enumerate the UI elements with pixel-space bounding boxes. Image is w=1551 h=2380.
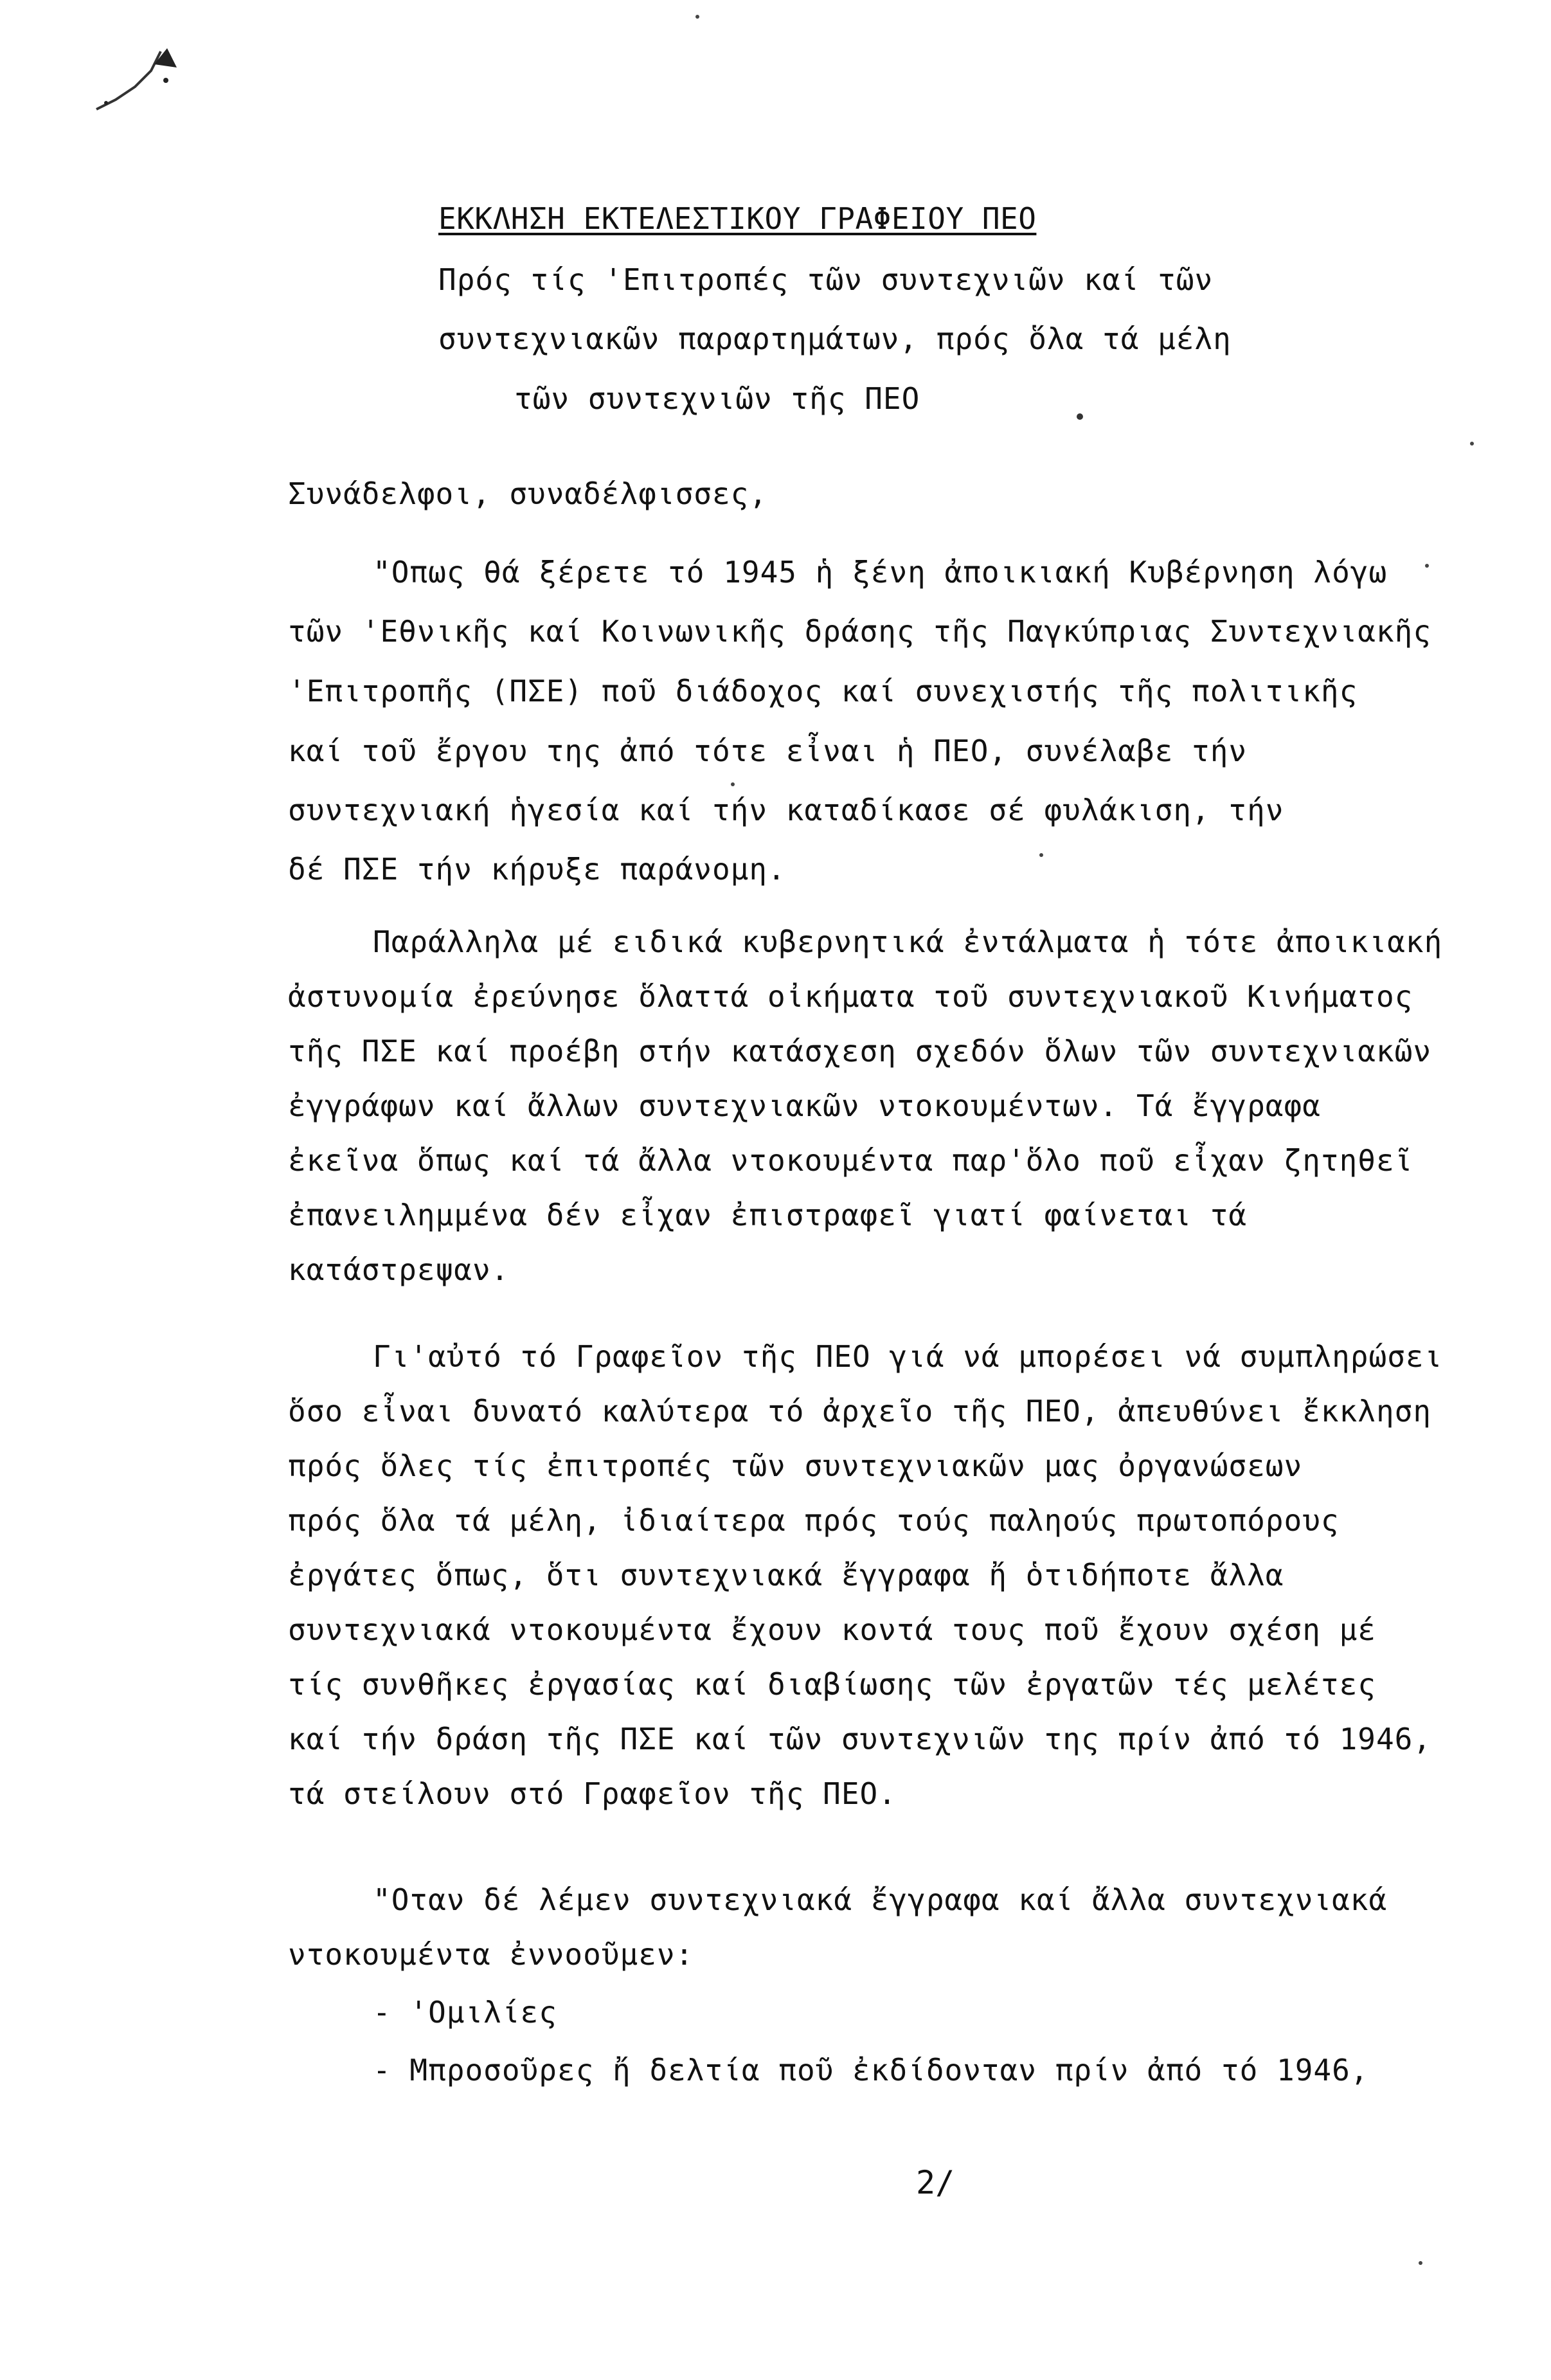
paragraph-1-line-6: δέ ΠΣΕ τήν κήρυξε παράνομη. — [288, 852, 786, 887]
paragraph-2-line-3: τῆς ΠΣΕ καί προέβη στήν κατάσχεση σχεδόν ὅλων τῶν συντεχνιακῶν — [288, 1034, 1432, 1068]
paragraph-4-line-2: ντοκουμέντα ἐννοοῦμεν: — [288, 1937, 694, 1972]
addressee-line-1: Πρός τίς 'Επιτροπές τῶν συντεχνιῶν καί τῶν — [438, 262, 1214, 297]
paragraph-3-line-4: πρός ὅλα τά μέλη, ἰδιαίτερα πρός τούς παληούς πρωτοπόρους — [288, 1503, 1340, 1538]
paragraph-2-line-6: ἐπανειλημμένα δέν εἶχαν ἐπιστραφεῖ γιατί φαίνεται τά — [288, 1198, 1248, 1232]
page-number: 2/ — [916, 2164, 955, 2201]
document-title: ΕΚΚΛΗΣΗ ΕΚΤΕΛΕΣΤΙΚΟΥ ΓΡΑΦΕΙΟΥ ΠΕΟ — [438, 201, 1037, 236]
paragraph-3-line-2: ὅσο εἶναι δυνατό καλύτερα τό ἀρχεῖο τῆς ΠΕΟ, ἀπευθύνει ἔκκληση — [288, 1394, 1432, 1429]
salutation: Συνάδελφοι, συναδέλφισσες, — [288, 476, 768, 511]
paragraph-2-line-4: ἐγγράφων καί ἄλλων συντεχνιακῶν ντοκουμέντων. Τά ἔγγραφα — [288, 1088, 1321, 1123]
paragraph-1-line-3: 'Επιτροπῆς (ΠΣΕ) ποῦ διάδοχος καί συνεχιστής τῆς πολιτικῆς — [288, 674, 1358, 708]
paragraph-3-line-1: Γι'αὐτό τό Γραφεῖον τῆς ΠΕΟ γιά νά μπορέσει νά συμπληρώσει — [373, 1339, 1443, 1374]
paragraph-2-line-1: Παράλληλα μέ ειδικά κυβερνητικά ἐντάλματα ἡ τότε ἀποικιακή — [373, 924, 1443, 959]
paragraph-3-line-7: τίς συνθῆκες ἐργασίας καί διαβίωσης τῶν ἐργατῶν τές μελέτες — [288, 1667, 1376, 1702]
paragraph-3-line-5: ἐργάτες ὅπως, ὅτι συντεχνιακά ἔγγραφα ἤ ὁτιδήποτε ἄλλα — [288, 1558, 1284, 1592]
paragraph-2-line-2: ἀστυνομία ἐρεύνησε ὅλαττά οἰκήματα τοῦ συντεχνιακοῦ Κινήματος — [288, 979, 1413, 1014]
paragraph-3-line-6: συντεχνιακά ντοκουμέντα ἔχουν κοντά τους ποῦ ἔχουν σχέση μέ — [288, 1612, 1376, 1647]
paragraph-4-line-1: "Οταν δέ λέμεν συντεχνιακά ἔγγραφα καί ἄλλα συντεχνιακά — [373, 1882, 1388, 1917]
paragraph-3-line-9: τά στείλουν στό Γραφεῖον τῆς ΠΕΟ. — [288, 1776, 897, 1811]
addressee-line-2: συντεχνιακῶν παραρτημάτων, πρός ὅλα τά μέλη — [438, 321, 1232, 356]
paragraph-3-line-8: καί τήν δράση τῆς ΠΣΕ καί τῶν συντεχνιῶν της πρίν ἀπό τό 1946, — [288, 1722, 1432, 1756]
addressee-line-3: τῶν συντεχνιῶν τῆς ΠΕΟ — [514, 381, 920, 416]
list-item: - Μπροσοῦρες ἤ δελτία ποῦ ἐκδίδονταν πρίν ἀπό τό 1946, — [373, 2053, 1369, 2087]
paragraph-1-line-1: "Οπως θά ξέρετε τό 1945 ἡ ξένη ἀποικιακή Κυβέρνηση λόγω — [373, 555, 1388, 590]
list-item: - 'Ομιλίες — [373, 1995, 557, 2030]
paragraph-1-line-4: καί τοῦ ἔργου της ἀπό τότε εἶναι ἡ ΠΕΟ, συνέλαβε τήν — [288, 734, 1248, 768]
paragraph-1-line-5: συντεχνιακή ἡγεσία καί τήν καταδίκασε σέ φυλάκιση, τήν — [288, 793, 1284, 827]
paragraph-3-line-3: πρός ὅλες τίς ἐπιτροπές τῶν συντεχνιακῶν μας ὀργανώσεων — [288, 1448, 1303, 1483]
paragraph-2-line-7: κατάστρεψαν. — [288, 1252, 510, 1287]
paragraph-1-line-2: τῶν 'Εθνικῆς καί Κοινωνικῆς δράσης τῆς Παγκύπριας Συντεχνιακῆς — [288, 614, 1432, 649]
paragraph-2-line-5: ἐκεῖνα ὅπως καί τά ἄλλα ντοκουμέντα παρ'ὅλο ποῦ εἶχαν ζητηθεῖ — [288, 1143, 1413, 1178]
scan-mark — [90, 39, 186, 116]
